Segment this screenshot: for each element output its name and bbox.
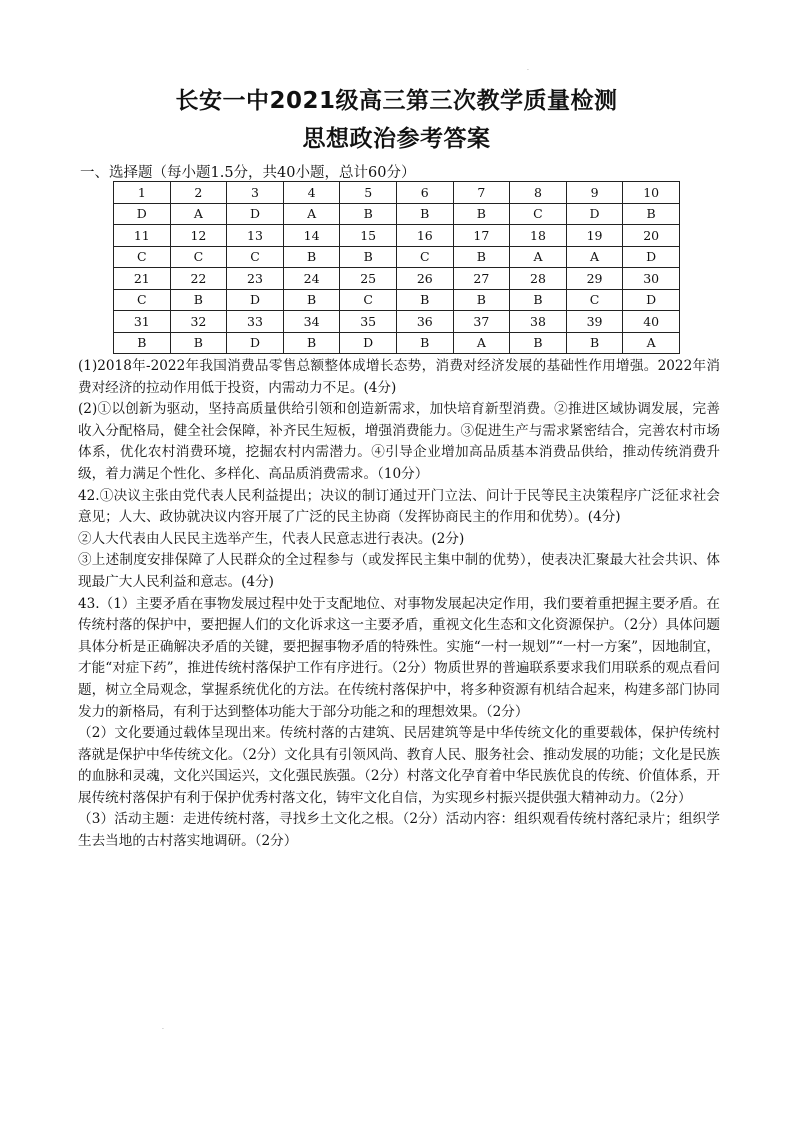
answer-cell: C: [114, 246, 171, 268]
question-number-cell: 24: [283, 268, 340, 290]
answer-cell: B: [396, 332, 453, 354]
question-number-cell: 15: [340, 225, 397, 247]
answer-cell: D: [623, 289, 680, 311]
question-number-cell: 37: [453, 311, 510, 333]
question-number-cell: 30: [623, 268, 680, 290]
question-number-cell: 11: [114, 225, 171, 247]
answer-cell: D: [114, 203, 171, 225]
answer-cell: B: [283, 246, 340, 268]
question-number-cell: 8: [510, 182, 567, 204]
question-number-cell: 25: [340, 268, 397, 290]
paragraph-41-1: (1)2018年-2022年我国消费品零售总额整体成增长态势，消费对经济发展的基础性作用增强。2022年消费对经济的拉动作用低于投资，内需动力不足。(4分): [78, 358, 720, 396]
question-number-cell: 16: [396, 225, 453, 247]
answer-table: [113, 181, 680, 354]
paragraph-43-1: 43.（1）主要矛盾在事物发展过程中处于支配地位、对事物发展起决定作用，我们要着重把握主要矛盾。在传统村落的保护中，要把握人们的文化诉求这一主要矛盾，重视文化生态和文化资源保护。（2分）具体问题具体分析是正确解决矛盾的关键，要把握事物矛盾的特殊性。实施“一村一规划”“一村一方案”，因地制宜，才能“对症下药”，推进传统村落保护工作有序进行。（2分）物质世界的普遍联系要求我们用联系的观点看问题，树立全局观念，掌握系统优化的方法。在传统村落保护中，将多种资源有机结合起来，构建多部门协同发力的新格局，有利于达到整体功能大于部分功能之和的理想效果。（2分）: [78, 595, 720, 720]
question-number-cell: 36: [396, 311, 453, 333]
table-row-answers: [114, 289, 680, 311]
question-number-cell: 18: [510, 225, 567, 247]
answer-cell: A: [510, 246, 567, 268]
answer-cell: C: [170, 246, 227, 268]
question-number-cell: 35: [340, 311, 397, 333]
question-number-cell: 4: [283, 182, 340, 204]
question-number-cell: 10: [623, 182, 680, 204]
question-number-cell: 6: [396, 182, 453, 204]
answer-cell: B: [170, 289, 227, 311]
answer-cell: A: [170, 203, 227, 225]
paragraph-41-2: (2)①以创新为驱动，坚持高质量供给引领和创造新需求，加快培育新型消费。②推进区域协调发展，完善收入分配格局，健全社会保障，补齐民生短板，增强消费能力。③促进生产与需求紧密结合，完善农村市场体系，优化农村消费环境，挖掘农村内需潜力。④引导企业增加高品质基本消费品供给，推动传统消费升级，着力满足个性化、多样化、高品质消费需求。（10分）: [78, 401, 720, 482]
paragraph-42-2: ②人大代表由人民民主选举产生，代表人民意志进行表决。(2分): [78, 530, 465, 547]
question-number-cell: 29: [566, 268, 623, 290]
answer-cell: B: [340, 246, 397, 268]
question-number-cell: 9: [566, 182, 623, 204]
table-row-question-numbers: [114, 225, 680, 247]
paragraph-42-3: ③上述制度安排保障了人民群众的全过程参与（或发挥民主集中制的优势），使表决汇聚最大社会共识、体现最广大人民利益和意志。(4分): [78, 552, 720, 590]
answer-cell: B: [170, 332, 227, 354]
answer-cell: C: [396, 246, 453, 268]
answer-cell: D: [566, 203, 623, 225]
question-number-cell: 27: [453, 268, 510, 290]
answer-cell: C: [340, 289, 397, 311]
question-number-cell: 23: [227, 268, 284, 290]
answer-cell: B: [396, 289, 453, 311]
answer-cell: B: [510, 289, 567, 311]
table-row-answers: [114, 203, 680, 225]
question-number-cell: 26: [396, 268, 453, 290]
question-number-cell: 39: [566, 311, 623, 333]
question-number-cell: 3: [227, 182, 284, 204]
question-number-cell: 2: [170, 182, 227, 204]
question-number-cell: 34: [283, 311, 340, 333]
paragraph-43-3: （3）活动主题：走进传统村落，寻找乡土文化之根。（2分）活动内容：组织观看传统村落纪录片；组织学生去当地的古村落实地调研。（2分）: [78, 811, 720, 850]
answer-cell: B: [510, 332, 567, 354]
table-row-question-numbers: [114, 268, 680, 290]
question-number-cell: 32: [170, 311, 227, 333]
scan-mark: .: [527, 65, 529, 72]
question-number-cell: 1: [114, 182, 171, 204]
answer-cell: D: [340, 332, 397, 354]
answer-cell: D: [227, 203, 284, 225]
question-number-cell: 20: [623, 225, 680, 247]
answer-cell: D: [623, 246, 680, 268]
table-row-answers: [114, 332, 680, 354]
answer-cell: D: [227, 332, 284, 354]
answer-cell: C: [566, 289, 623, 311]
answer-cell: A: [453, 332, 510, 354]
question-number-cell: 7: [453, 182, 510, 204]
answer-cell: C: [114, 289, 171, 311]
question-number-cell: 22: [170, 268, 227, 290]
answer-cell: C: [510, 203, 567, 225]
answer-body: [78, 356, 720, 853]
question-number-cell: 12: [170, 225, 227, 247]
exam-title: 长安一中2021级高三第三次教学质量检测: [175, 88, 618, 114]
table-row-question-numbers: [114, 182, 680, 204]
answer-cell: C: [227, 246, 284, 268]
answer-cell: B: [453, 203, 510, 225]
question-number-cell: 13: [227, 225, 284, 247]
table-row-answers: [114, 246, 680, 268]
answer-cell: A: [623, 332, 680, 354]
question-number-cell: 28: [510, 268, 567, 290]
question-number-cell: 40: [623, 311, 680, 333]
section-heading-choice: 一、选择题（每小题1.5分，共40小题，总计60分）: [80, 165, 416, 181]
answer-cell: B: [396, 203, 453, 225]
question-number-cell: 38: [510, 311, 567, 333]
table-row-question-numbers: [114, 311, 680, 333]
answer-cell: B: [623, 203, 680, 225]
answer-cell: B: [453, 246, 510, 268]
question-number-cell: 14: [283, 225, 340, 247]
answer-cell: B: [453, 289, 510, 311]
paragraph-43-2: （2）文化要通过载体呈现出来。传统村落的古建筑、民居建筑等是中华传统文化的重要载体，保护传统村落就是保护中华传统文化。（2分）文化具有引领风尚、教育人民、服务社会、推动发展的功能；文化是民族的血脉和灵魂，文化兴国运兴，文化强民族强。（2分）村落文化孕育着中华民族优良的传统、价值体系，开展传统村落保护有利于保护优秀村落文化，铸牢文化自信，为实现乡村振兴提供强大精神动力。（2分）: [78, 725, 720, 806]
answer-cell: B: [340, 203, 397, 225]
question-number-cell: 33: [227, 311, 284, 333]
question-number-cell: 5: [340, 182, 397, 204]
answer-cell: B: [283, 332, 340, 354]
question-number-cell: 17: [453, 225, 510, 247]
answer-cell: A: [283, 203, 340, 225]
answer-key-title: 思想政治参考答案: [302, 126, 491, 152]
question-number-cell: 21: [114, 268, 171, 290]
question-number-cell: 31: [114, 311, 171, 333]
answer-cell: B: [114, 332, 171, 354]
paragraph-42-1: 42.①决议主张由党代表人民利益提出；决议的制订通过开门立法、问计于民等民主决策程序广泛征求社会意见；人大、政协就决议内容开展了广泛的民主协商（发挥协商民主的作用和优势）。(4分): [78, 487, 720, 526]
answer-cell: B: [566, 332, 623, 354]
question-number-cell: 19: [566, 225, 623, 247]
answer-cell: A: [566, 246, 623, 268]
answer-cell: B: [283, 289, 340, 311]
scan-mark: .: [162, 1024, 164, 1031]
answer-cell: D: [227, 289, 284, 311]
